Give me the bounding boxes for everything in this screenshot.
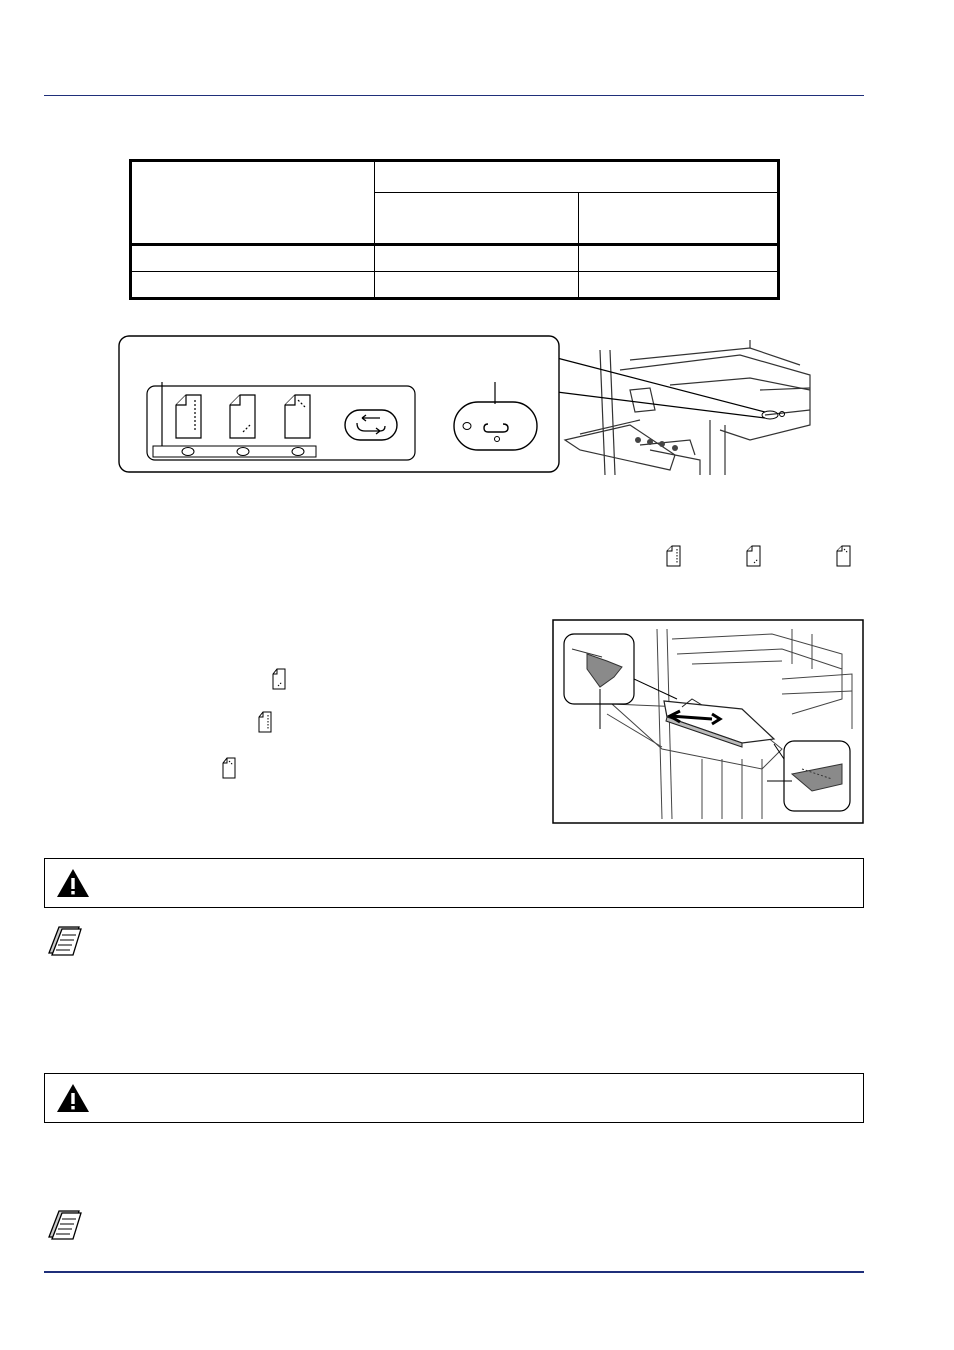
staple-position-icons (663, 544, 863, 568)
table-cell (375, 271, 579, 298)
paper-loading-illustration (552, 619, 864, 824)
table-cell (579, 271, 779, 298)
caution-box (44, 1073, 864, 1123)
header-rule (44, 95, 864, 96)
note-paper-icon (45, 923, 83, 957)
table-cell (131, 244, 375, 271)
staple-icon (271, 668, 287, 690)
spec-table (129, 159, 780, 300)
footer-rule (44, 1271, 864, 1273)
note-paper-icon (45, 1207, 83, 1241)
table-header-cell (375, 161, 779, 193)
table-header-cell (131, 161, 375, 245)
operation-panel-illustration (110, 330, 820, 480)
table-cell (579, 244, 779, 271)
staple-icon (221, 757, 237, 779)
warning-triangle-icon (55, 867, 91, 899)
table-cell (375, 244, 579, 271)
warning-triangle-icon (55, 1082, 91, 1114)
table-header-cell (375, 193, 579, 244)
staple-icon (257, 711, 273, 733)
table-cell (131, 271, 375, 298)
caution-box (44, 858, 864, 908)
table-header-cell (579, 193, 779, 244)
